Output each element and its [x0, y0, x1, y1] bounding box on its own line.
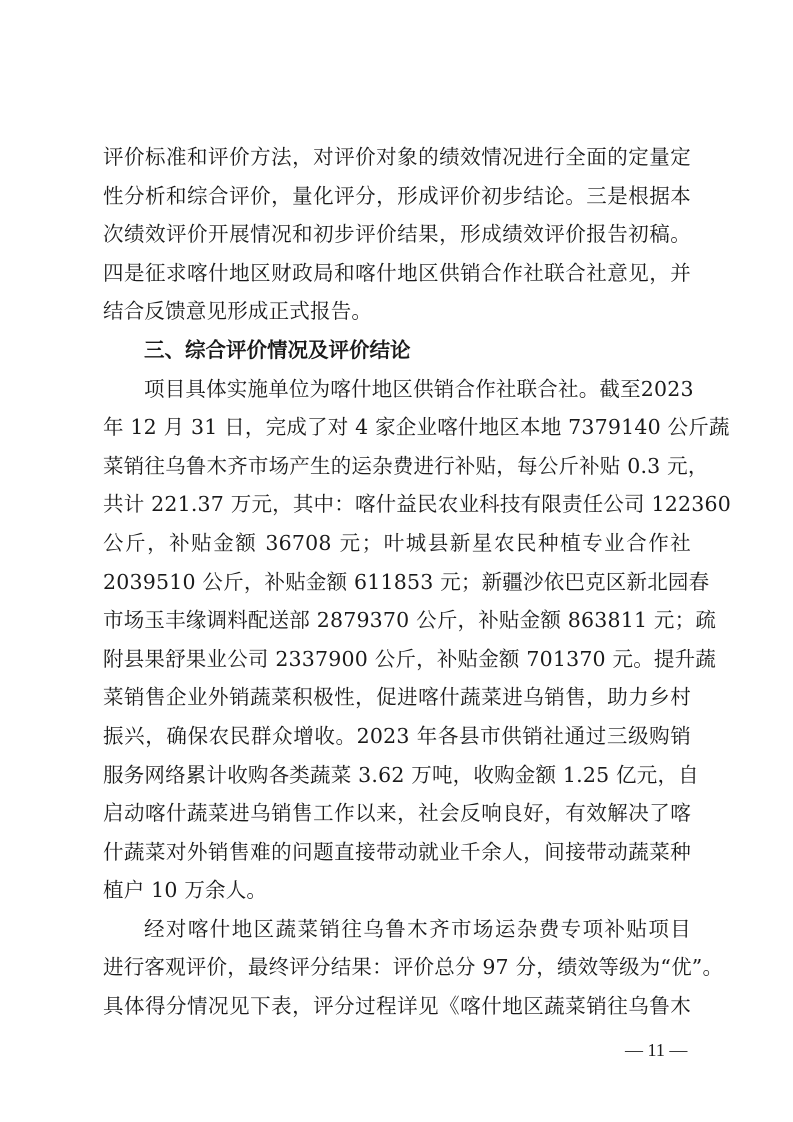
text-line: 四是征求喀什地区财政局和喀什地区供销合作社联合社意见，并 — [103, 260, 691, 285]
text-line: 次绩效评价开展情况和初步评价结果，形成绩效评价报告初稿。 — [103, 222, 691, 247]
paragraph-line: 公斤，补贴金额 36708 元；叶城县新星农民种植专业合作社 — [103, 530, 691, 555]
text-line: 性分析和综合评价，量化评分，形成评价初步结论。三是根据本 — [103, 183, 691, 208]
section-heading: 三、综合评价情况及评价结论 — [144, 337, 411, 362]
paragraph-line: 振兴，确保农民群众增收。2023 年各县市供销社通过三级购销 — [103, 723, 691, 748]
paragraph-line: 项目具体实施单位为喀什地区供销合作社联合社。截至2023 — [144, 376, 694, 401]
text-line: 结合反馈意见形成正式报告。 — [103, 299, 373, 324]
page-number: — 11 — — [625, 1040, 688, 1060]
paragraph-line: 启动喀什蔬菜进乌销售工作以来，社会反响良好，有效解决了喀 — [103, 801, 691, 826]
paragraph-line: 什蔬菜对外销售难的问题直接带动就业千余人，间接带动蔬菜种 — [103, 839, 691, 864]
paragraph-line: 进行客观评价，最终评分结果：评价总分 97 分，绩效等级为“优”。 — [103, 955, 724, 980]
paragraph-line: 年 12 月 31 日，完成了对 4 家企业喀什地区本地 7379140 公斤蔬 — [103, 415, 730, 440]
paragraph-line: 服务网络累计收购各类蔬菜 3.62 万吨，收购金额 1.25 亿元，自 — [103, 762, 699, 787]
paragraph-line: 菜销售企业外销蔬菜积极性，促进喀什蔬菜进乌销售，助力乡村 — [103, 685, 691, 710]
body-text — [103, 138, 731, 1026]
paragraph-line: 经对喀什地区蔬菜销往乌鲁木齐市场运杂费专项补贴项目 — [144, 916, 691, 941]
paragraph-line: 市场玉丰缘调料配送部 2879370 公斤，补贴金额 863811 元；疏 — [103, 608, 717, 633]
paragraph-line: 菜销往乌鲁木齐市场产生的运杂费进行补贴，每公斤补贴 0.3 元， — [103, 453, 709, 478]
paragraph-line: 附县果舒果业公司 2337900 公斤，补贴金额 701370 元。提升蔬 — [103, 646, 717, 671]
paragraph-line: 具体得分情况见下表，评分过程详见《喀什地区蔬菜销往乌鲁木 — [103, 994, 691, 1019]
paragraph-line: 植户 10 万余人。 — [103, 878, 268, 903]
paragraph-line: 2039510 公斤，补贴金额 611853 元；新疆沙依巴克区新北园春 — [103, 569, 710, 594]
text-line: 评价标准和评价方法，对评价对象的绩效情况进行全面的定量定 — [103, 145, 691, 169]
paragraph-line: 共计 221.37 万元，其中：喀什益民农业科技有限责任公司 122360 — [103, 492, 731, 517]
